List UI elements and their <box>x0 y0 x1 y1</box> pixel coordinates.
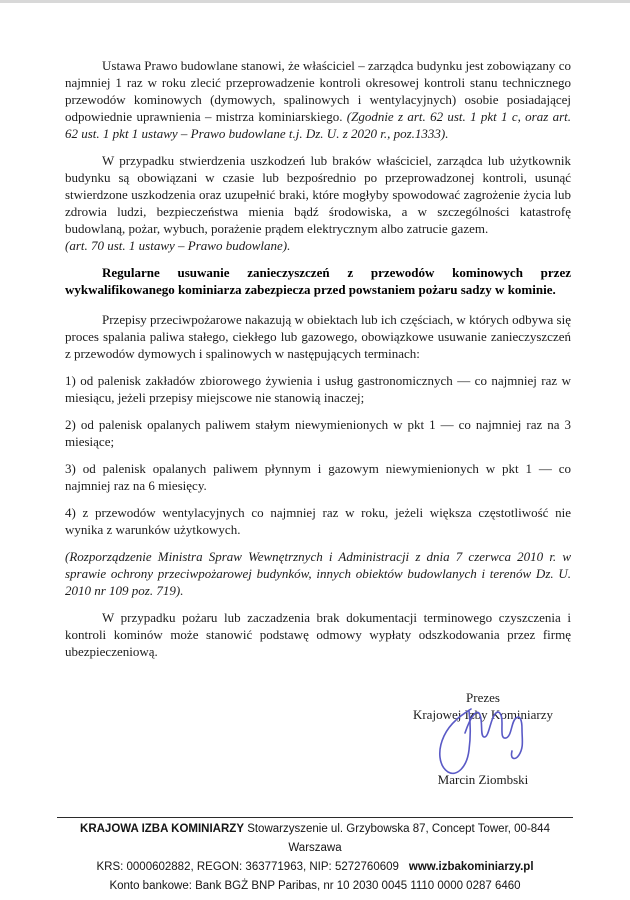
page-top-edge <box>0 0 630 3</box>
footer-website: www.izbakominiarzy.pl <box>408 861 534 873</box>
list-item-3: 3) od palenisk opalanych paliwem płynnym i gazowym niewymienionych w pkt 1 — co najmniej raz na 6 miesięcy. <box>65 461 571 493</box>
paragraph-building-law <box>65 57 571 142</box>
footer-org-name: KRAJOWA IZBA KOMINIARZY <box>80 823 244 835</box>
paragraph-insurance: W przypadku pożaru lub zaczadzenia brak dokumentacji terminowego czyszczenia i kontroli kominów może stanowić podstawę odmowy wypłaty odszkodowania przez firmę ubezpieczeniową. <box>65 610 571 659</box>
footer-registry-ids: KRS: 0000602882, REGON: 363771963, NIP: 5272760609 <box>96 861 399 873</box>
footer <box>57 817 573 896</box>
list-item-2: 2) od palenisk opalanych paliwem stałym niewymienionych w pkt 1 — co najmniej raz na 3 miesiące; <box>65 417 571 449</box>
paragraph-bold-statement: Regularne usuwanie zanieczyszczeń z przewodów kominowych przez wykwalifikowanego kominiarza zabezpiecza przed powstaniem pożaru sadzy w kominie. <box>65 265 571 297</box>
list-item-1: 1) od palenisk zakładów zbiorowego żywienia i usług gastronomicznych — co najmniej raz w miesiącu, jeżeli przepisy miejscowe nie stanowią inaczej; <box>65 373 571 405</box>
paragraph-regulation-citation: (Rozporządzenie Ministra Spraw Wewnętrznych i Administracji z dnia 7 czerwca 2010 r. w sprawie ochrony przeciwpożarowej budynków, innych obiektów budowlanych i terenów Dz. U. 2010 nr 109 poz. 719). <box>65 549 571 598</box>
handwritten-signature-ink <box>433 703 543 783</box>
footer-bank-line: Konto bankowe: Bank BGŻ BNP Paribas, nr 10 2030 0045 1110 0000 0287 6460 <box>109 880 521 892</box>
paragraph-fire-regulations: Przepisy przeciwpożarowe nakazują w obiektach lub ich częściach, w których odbywa się proces spalania paliwa stałego, ciekłego lub gazowego, obowiązkowe usuwanie zanieczyszczeń z przewodów dymowych i spalinowych w następujących terminach: <box>65 312 571 361</box>
paragraph-defects: W przypadku stwierdzenia uszkodzeń lub braków właściciel, zarządca lub użytkownik budynku są obowiązani w czasie lub bezpośrednio po przeprowadzonej kontroli, usunąć stwierdzone uszkodzenia oraz uzupełnić braki, które mogłyby spowodować zagrożenie życia lub zdrowia ludzi, bezpieczeństwa mienia bądź środowiska, a w szczególności katastrofę budowlaną, pożar, wybuch, porażenie prądem elektrycznym albo zatrucie gazem. <box>65 153 571 236</box>
letter-body <box>65 57 571 670</box>
footer-org-address: Stowarzyszenie ul. Grzybowska 87, Concept Tower, 00-844 Warszawa <box>244 823 550 854</box>
citation-art-62: (Zgodnie z art. 62 ust. 1 pkt 1 c, oraz art. 62 ust. 1 pkt 1 ustawy – Prawo budowlane t.j. Dz. U. z 2020 r., poz.1333). <box>65 109 571 141</box>
citation-art-70: (art. 70 ust. 1 ustawy – Prawo budowlane). <box>65 238 291 253</box>
footer-ids-line <box>57 858 573 877</box>
paragraph-building-law-text: Ustawa Prawo budowlane stanowi, że właściciel – zarządca budynku jest zobowiązany co najmniej 1 raz w roku zlecić przeprowadzenie kontroli okresowej kontroli stanu technicznego przewodów kominowych (dymowych, spalinowych i wentylacyjnych) osobie posiadającej odpowiednie uprawnienia – mistrza kominiarskiego. <box>65 58 571 124</box>
signature-org: Krajowej Izby Kominiarzy <box>412 707 554 722</box>
list-item-4: 4) z przewodów wentylacyjnych co najmniej raz w roku, jeżeli większa częstotliwość nie wynika z warunków użytkowych. <box>65 505 571 537</box>
signature-name: Marcin Ziombski <box>437 772 529 787</box>
signature-title: Prezes <box>466 690 500 705</box>
footer-org-line <box>57 820 573 858</box>
